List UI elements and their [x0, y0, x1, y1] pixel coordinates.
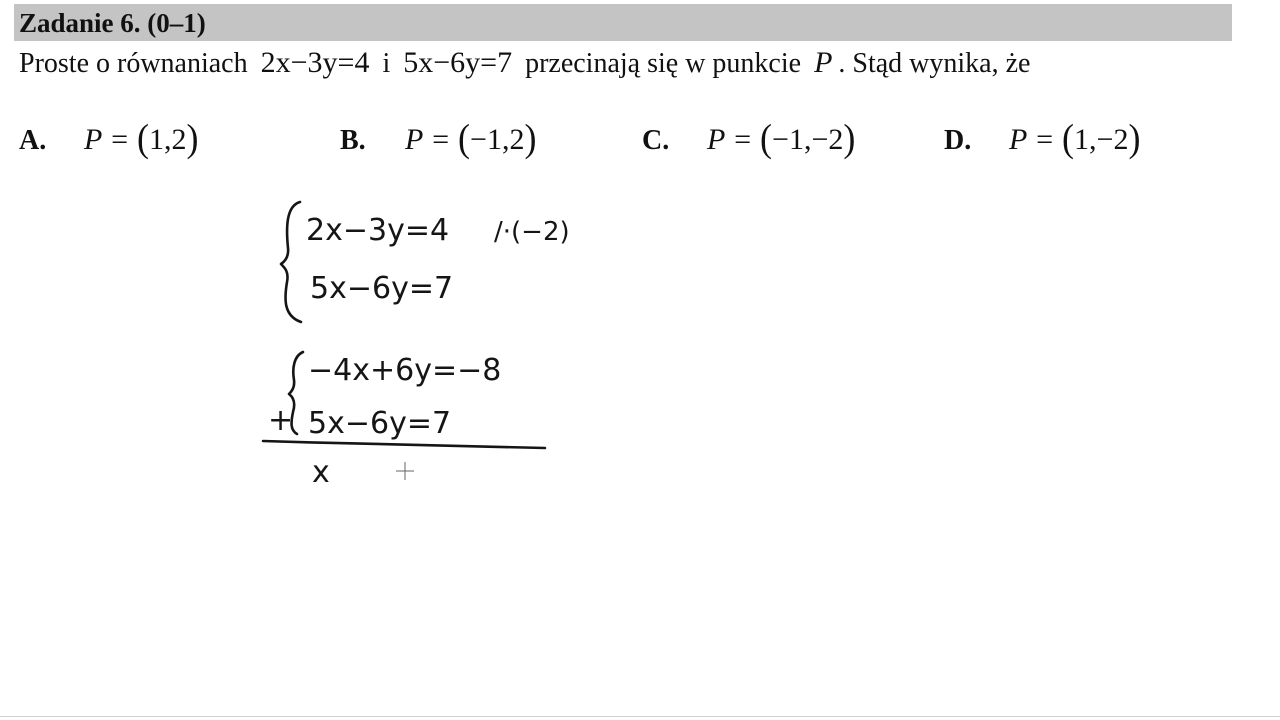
system2-equation-2: 5x−6y=7	[308, 406, 452, 441]
answer-letter: A.	[19, 125, 47, 156]
result-x: x	[312, 455, 330, 490]
answer-option-d[interactable]: D. P = (1,−2)	[944, 116, 1140, 163]
stem-suffix: . Stąd wynika, że	[838, 48, 1031, 79]
answer-value: −1,−2	[772, 123, 844, 156]
stem-middle: przecinają się w punkcie	[525, 48, 802, 79]
answer-lhs: P =	[1009, 123, 1055, 156]
bottom-divider	[0, 716, 1280, 717]
point-name: P	[814, 46, 833, 79]
system1-equation-2: 5x−6y=7	[310, 271, 454, 306]
equation-1: 2x−3y=4	[260, 46, 370, 79]
answer-letter: B.	[340, 125, 366, 156]
task-stem	[19, 44, 1030, 83]
answer-letter: D.	[944, 125, 972, 156]
answer-value: −1,2	[470, 123, 525, 156]
answer-lhs: P =	[707, 123, 753, 156]
answer-value: 1,−2	[1074, 123, 1129, 156]
answer-value: 1,2	[149, 123, 187, 156]
answer-option-a[interactable]: A. P = (1,2)	[19, 116, 199, 163]
stem-connector: i	[382, 48, 391, 79]
task-title: Zadanie 6. (0–1)	[19, 8, 206, 38]
system2-equation-1: −4x+6y=−8	[308, 353, 502, 388]
answer-option-c[interactable]: C. P = (−1,−2)	[642, 116, 855, 163]
answer-lhs: P =	[405, 123, 451, 156]
answer-option-b[interactable]: B. P = (−1,2)	[340, 116, 536, 163]
answer-lhs: P =	[84, 123, 130, 156]
system1-note: /·(−2)	[494, 217, 570, 247]
system1-equation-1: 2x−3y=4	[306, 213, 450, 248]
stem-prefix: Proste o równaniach	[19, 48, 248, 79]
sum-line	[263, 441, 545, 448]
pen-cursor-icon	[396, 462, 414, 480]
answer-letter: C.	[642, 125, 670, 156]
system-brace-1	[281, 202, 301, 322]
system-brace-2	[289, 352, 303, 434]
task-header	[14, 4, 1232, 41]
equation-2: 5x−6y=7	[403, 46, 513, 79]
plus-sign: +	[268, 403, 294, 438]
